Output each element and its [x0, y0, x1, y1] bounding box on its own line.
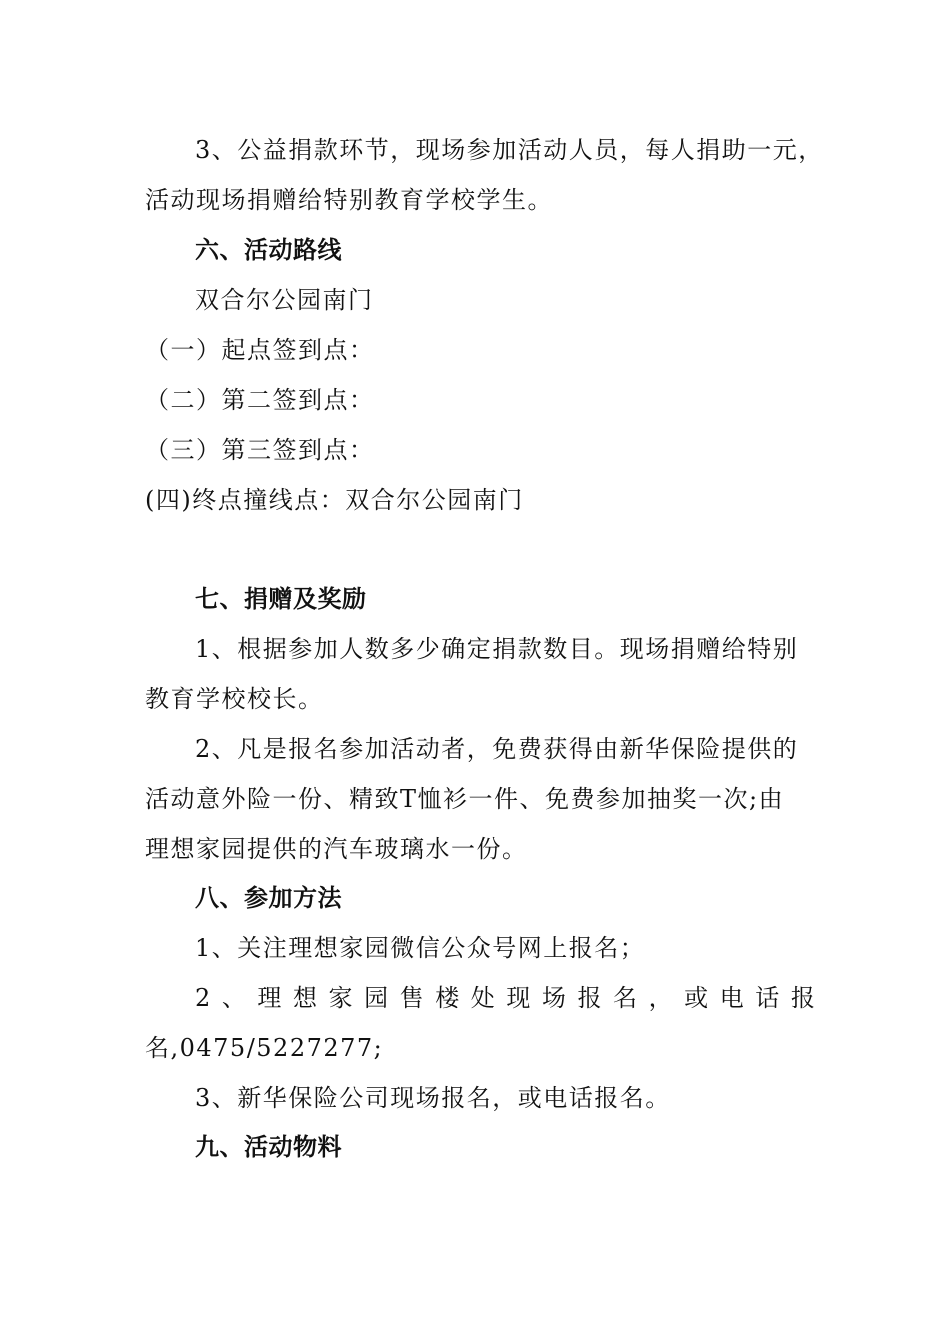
method-2-char: 、: [221, 984, 246, 1012]
method-2-char: 名: [613, 984, 638, 1012]
paragraph-donation-line-2: 活动现场捐赠给特别教育学校学生。: [145, 186, 553, 214]
method-2-line-1: [195, 981, 815, 1015]
method-2-char: 楼: [435, 984, 460, 1012]
method-2-char: ，: [648, 984, 673, 1012]
section-7-title: 七、捐赠及奖励: [195, 585, 367, 613]
method-2-char: 电: [719, 984, 744, 1012]
method-2-char: 处: [470, 984, 495, 1012]
section-8-title: 八、参加方法: [195, 884, 342, 912]
method-1: 1、关注理想家园微信公众号网上报名；: [195, 934, 646, 962]
method-2-char: 现: [506, 984, 531, 1012]
method-2-char: 家: [328, 984, 353, 1012]
method-2-char: 想: [292, 984, 317, 1012]
route-finish-point: (四)终点撞线点：双合尔公园南门: [145, 486, 524, 514]
method-2-char: 或: [684, 984, 709, 1012]
route-checkpoint-1: （一）起点签到点：: [145, 336, 375, 364]
reward-2-line-1: 2、凡是报名参加活动者，免费获得由新华保险提供的: [195, 735, 799, 763]
route-checkpoint-2: （二）第二签到点：: [145, 386, 375, 414]
method-2-line-2: 名,0475/5227277;: [145, 1034, 384, 1062]
section-9-title: 九、活动物料: [195, 1133, 342, 1161]
method-2-char: 报: [790, 984, 815, 1012]
method-2-char: 园: [364, 984, 389, 1012]
method-2-char: 理: [257, 984, 282, 1012]
method-3: 3、新华保险公司现场报名，或电话报名。: [195, 1084, 671, 1112]
method-2-char: 报: [577, 984, 602, 1012]
reward-1-line-2: 教育学校校长。: [145, 685, 324, 713]
method-2-char: 场: [541, 984, 566, 1012]
method-2-char: 话: [755, 984, 780, 1012]
section-6-title: 六、活动路线: [195, 236, 342, 264]
method-2-char: 售: [399, 984, 424, 1012]
reward-2-line-2: 活动意外险一份、精致T恤衫一件、免费参加抽奖一次;由: [145, 785, 785, 813]
route-location: 双合尔公园南门: [195, 286, 374, 314]
reward-2-line-3: 理想家园提供的汽车玻璃水一份。: [145, 835, 528, 863]
route-checkpoint-3: （三）第三签到点：: [145, 436, 375, 464]
paragraph-donation-line-1: 3、公益捐款环节，现场参加活动人员，每人捐助一元，: [195, 136, 824, 164]
reward-1-line-1: 1、根据参加人数多少确定捐款数目。现场捐赠给特别: [195, 635, 799, 663]
method-2-char: 2: [195, 984, 211, 1012]
